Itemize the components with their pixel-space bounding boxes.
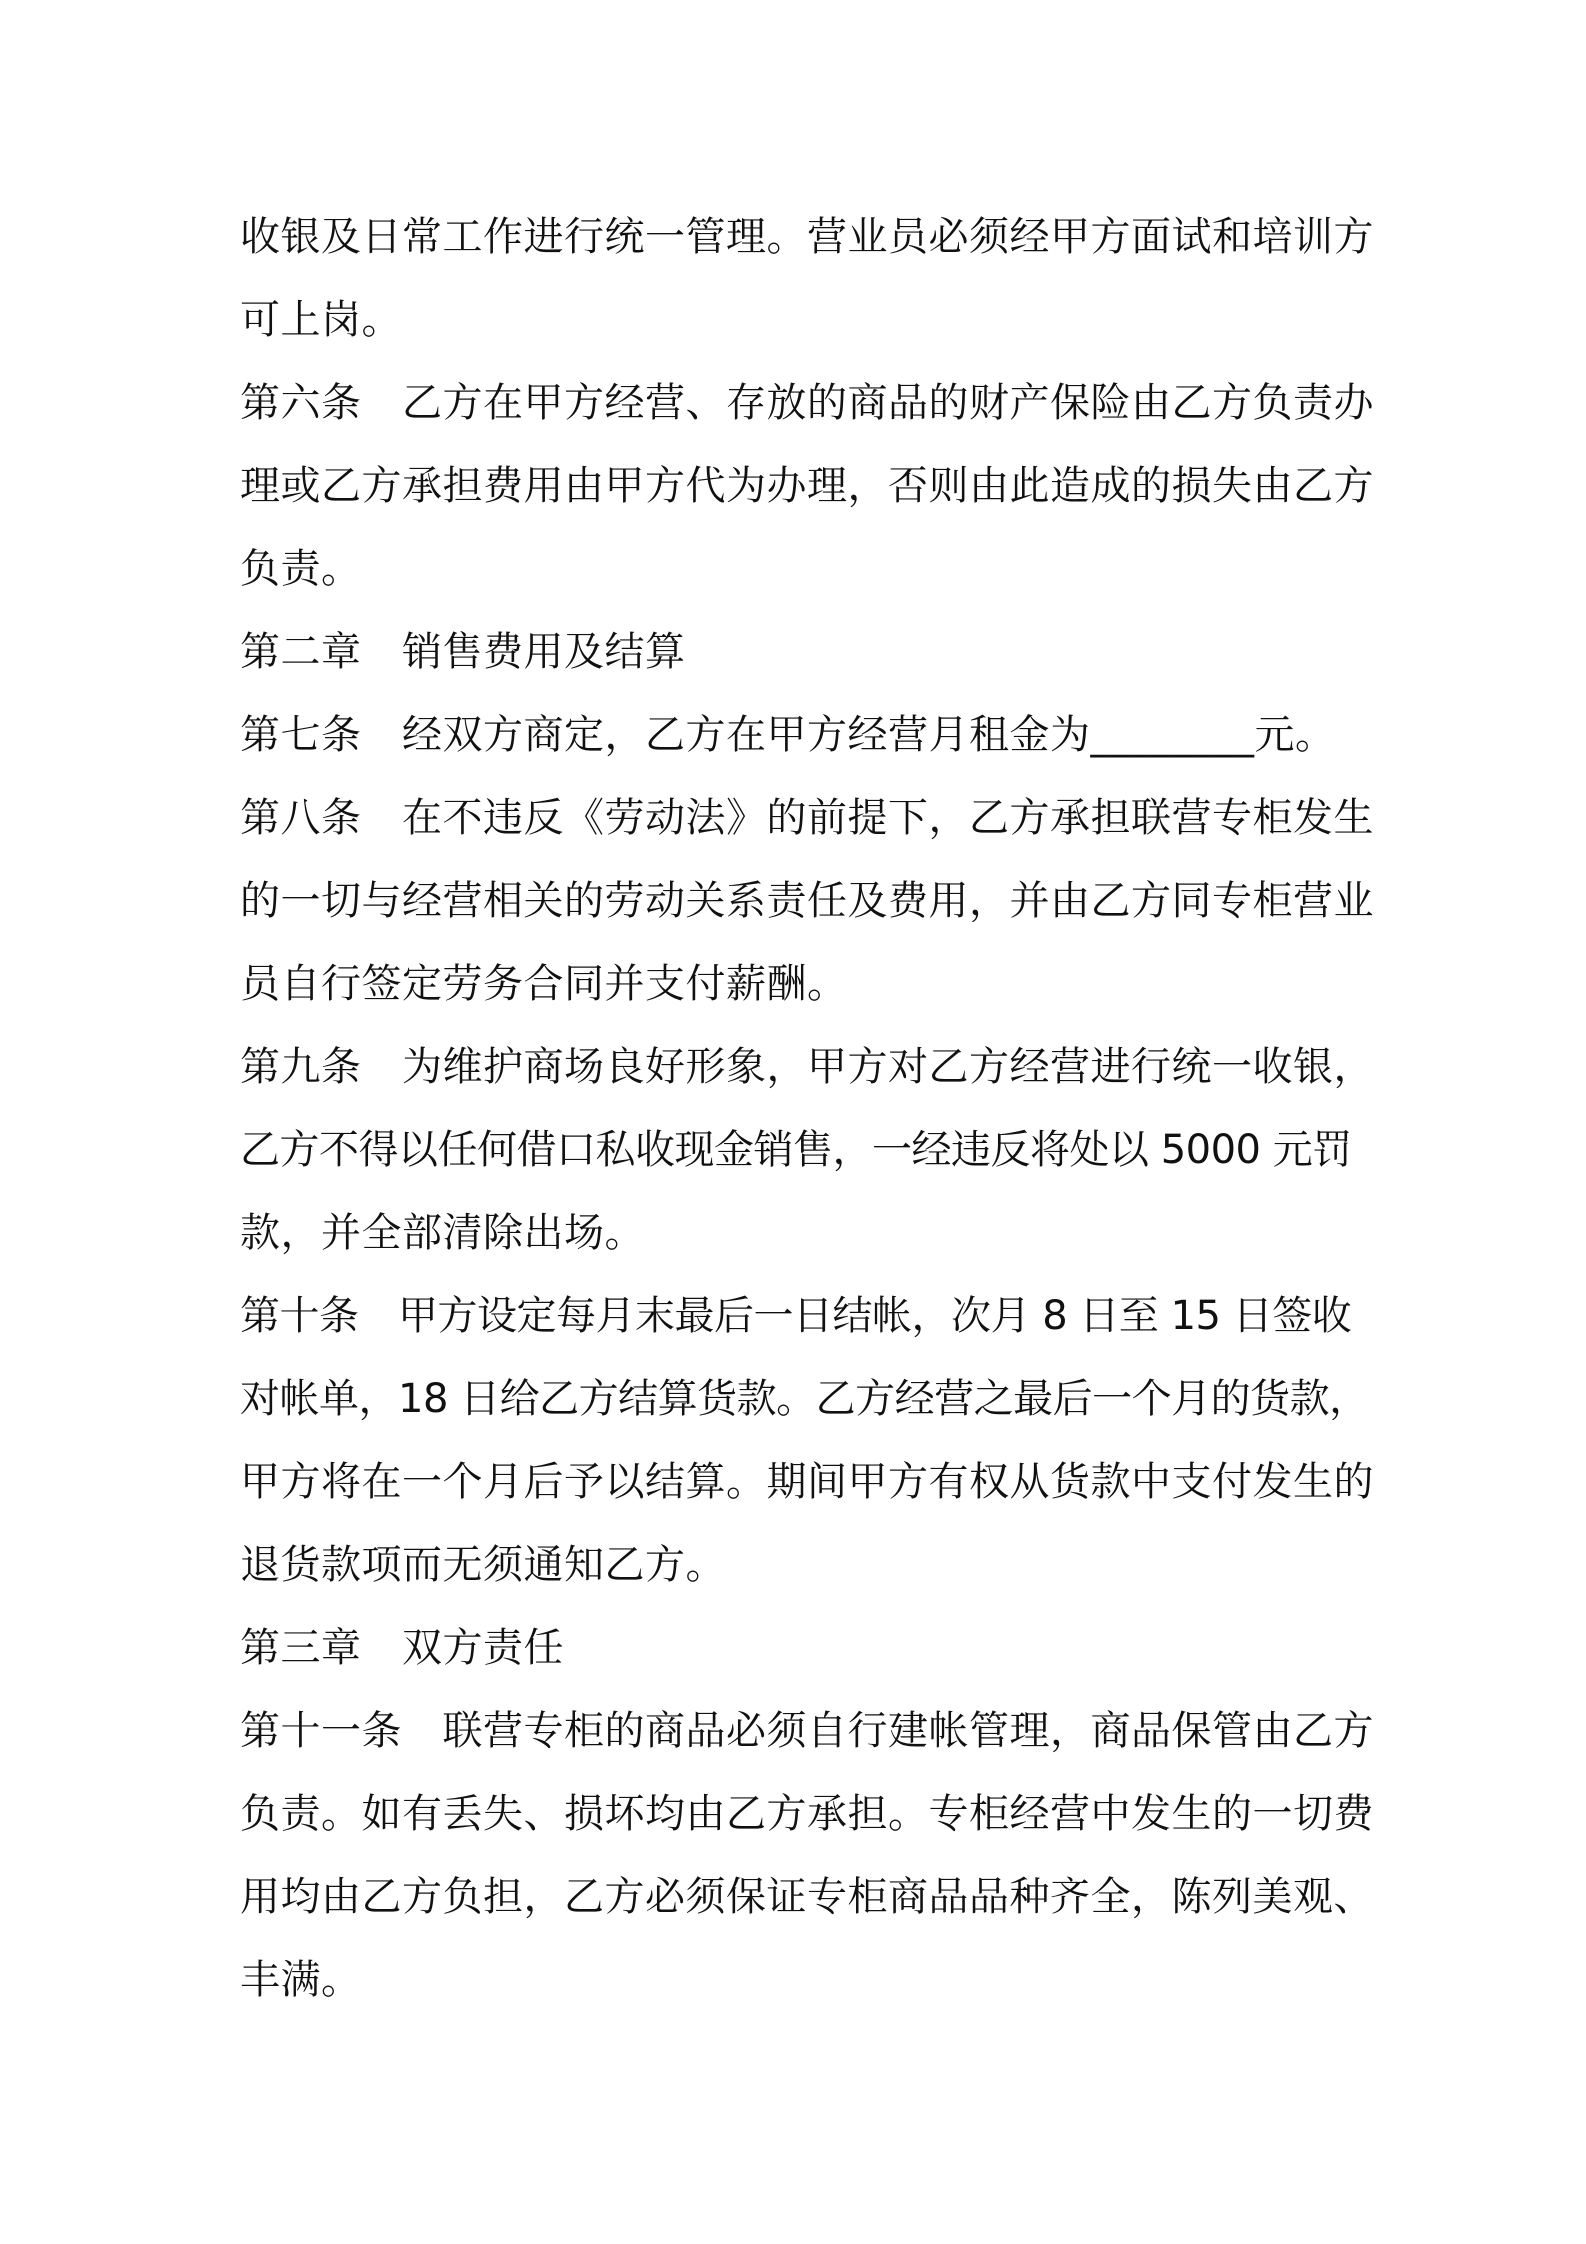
text-line: 负责。如有丢失、损坏均由乙方承担。专柜经营中发生的一切费 bbox=[240, 1791, 1374, 1837]
text-line: 对帐单，18 日给乙方结算货款。乙方经营之最后一个月的货款， bbox=[240, 1376, 1369, 1422]
chapter-3-heading: 第三章 双方责任 bbox=[240, 1625, 564, 1671]
text-line: 款，并全部清除出场。 bbox=[240, 1210, 645, 1256]
article-9-heading-line: 第九条 为维护商场良好形象，甲方对乙方经营进行统一收银， bbox=[240, 1044, 1374, 1090]
text-line: 用均由乙方负担，乙方必须保证专柜商品品种齐全，陈列美观、 bbox=[240, 1874, 1374, 1920]
text-line: 乙方不得以任何借口私收现金销售，一经违反将处以 5000 元罚 bbox=[240, 1127, 1352, 1173]
article-8-heading-line: 第八条 在不违反《劳动法》的前提下，乙方承担联营专柜发生 bbox=[240, 795, 1374, 841]
article-7-line: 第七条 经双方商定，乙方在甲方经营月租金为________元。 bbox=[240, 712, 1336, 758]
text-line: 理或乙方承担费用由甲方代为办理，否则由此造成的损失由乙方 bbox=[240, 463, 1374, 509]
text-line: 可上岗。 bbox=[240, 297, 402, 343]
article-6-heading-line: 第六条 乙方在甲方经营、存放的商品的财产保险由乙方负责办 bbox=[240, 380, 1374, 426]
article-11-heading-line: 第十一条 联营专柜的商品必须自行建帐管理，商品保管由乙方 bbox=[240, 1708, 1374, 1754]
article-10-heading-line: 第十条 甲方设定每月末最后一日结帐，次月 8 日至 15 日签收 bbox=[240, 1293, 1352, 1339]
text-line: 收银及日常工作进行统一管理。营业员必须经甲方面试和培训方 bbox=[240, 214, 1374, 260]
contract-page bbox=[240, 196, 1374, 2022]
text-line: 负责。 bbox=[240, 546, 362, 592]
chapter-2-heading: 第二章 销售费用及结算 bbox=[240, 629, 686, 675]
text-line: 甲方将在一个月后予以结算。期间甲方有权从货款中支付发生的 bbox=[240, 1459, 1374, 1505]
text-line: 丰满。 bbox=[240, 1957, 362, 2003]
text-line: 员自行签定劳务合同并支付薪酬。 bbox=[240, 961, 848, 1007]
text-line: 退货款项而无须通知乙方。 bbox=[240, 1542, 726, 1588]
text-line: 的一切与经营相关的劳动关系责任及费用，并由乙方同专柜营业 bbox=[240, 878, 1374, 924]
